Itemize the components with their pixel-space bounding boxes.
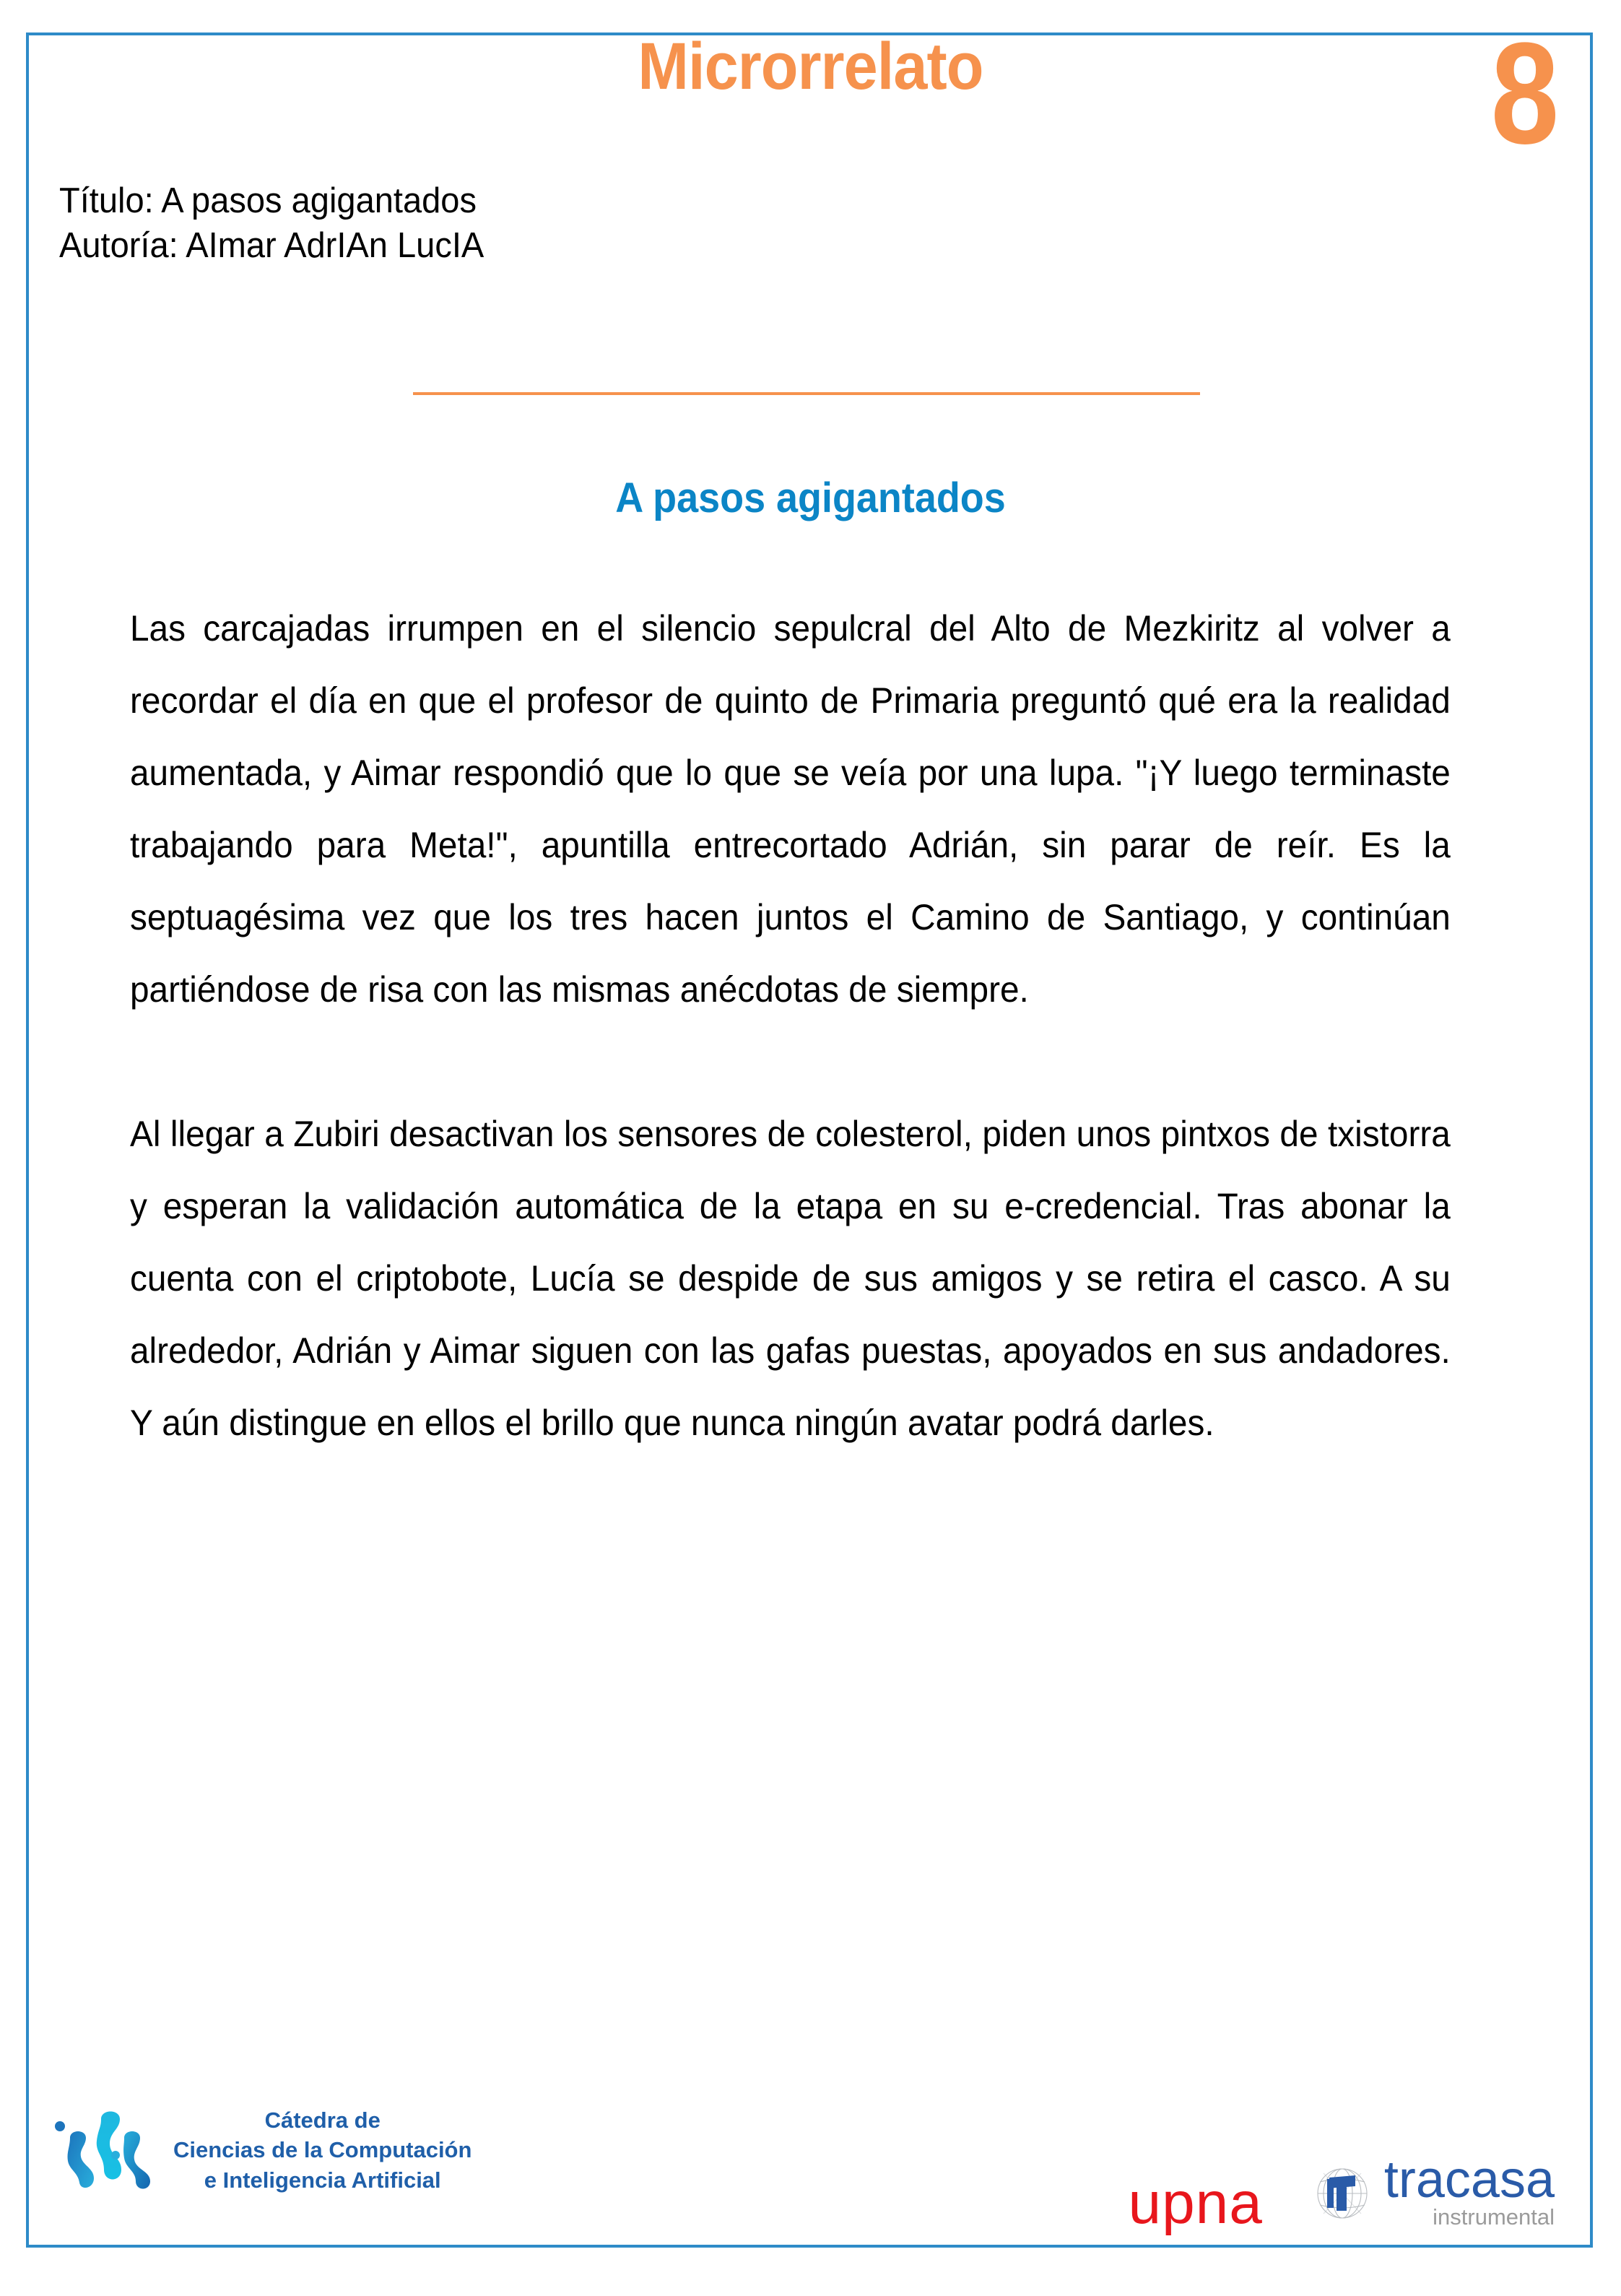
tracasa-logo [1308, 2151, 1555, 2230]
story-heading: A pasos agigantados [615, 475, 1006, 521]
story-author-label: Autoría: AImar AdrIAn LucIA [59, 225, 484, 265]
catedra-wordmark [173, 2105, 471, 2195]
story-metadata [59, 179, 484, 268]
story-body [130, 592, 1451, 1459]
tracasa-wordmark [1383, 2151, 1555, 2230]
tracasa-globe-icon [1308, 2157, 1377, 2227]
tracasa-name: tracasa [1383, 2151, 1555, 2209]
story-title-label: Título: A pasos agigantados [59, 181, 477, 220]
issue-number-badge: 8 [1490, 13, 1559, 174]
catedra-logo [52, 2093, 471, 2207]
horizontal-divider [413, 392, 1200, 395]
story-paragraph: Al llegar a Zubiri desactivan los sensores de colesterol, piden unos pintxos de txistorra y esperan la validación automática de la etapa en su e-credencial. Tras abonar la cuenta con el criptobote, Lucía se despide de sus amigos y se retira el casco. A su alrededor, Adrián y Aimar siguen con las gafas puestas, apoyados en sus andadores. Y aún distingue en ellos el brillo que nunca ningún avatar podrá darles. [130, 1114, 1451, 1443]
upna-logo: upna [1128, 2170, 1263, 2236]
catedra-network-icon [52, 2093, 160, 2207]
tracasa-subtitle: instrumental [1433, 2204, 1555, 2230]
sponsor-logos [1128, 2151, 1555, 2236]
page-title: Microrrelato [638, 30, 983, 103]
catedra-line-3: e Inteligencia Artificial [204, 2167, 441, 2193]
story-paragraph: Las carcajadas irrumpen en el silencio sepulcral del Alto de Mezkiritz al volver a recordar el día en que el profesor de quinto de Primaria preguntó qué era la realidad aumentada, y Aimar respondió que lo que se veía por una lupa. "¡Y luego terminaste trabajando para Meta!", apuntilla entrecortado Adrián, sin parar de reír. Es la septuagésima vez que los tres hacen juntos el Camino de Santiago, y continúan partiéndose de risa con las mismas anécdotas de siempre. [130, 608, 1451, 1010]
catedra-line-2: Ciencias de la Computación [173, 2137, 472, 2163]
catedra-line-1: Cátedra de [264, 2107, 381, 2133]
